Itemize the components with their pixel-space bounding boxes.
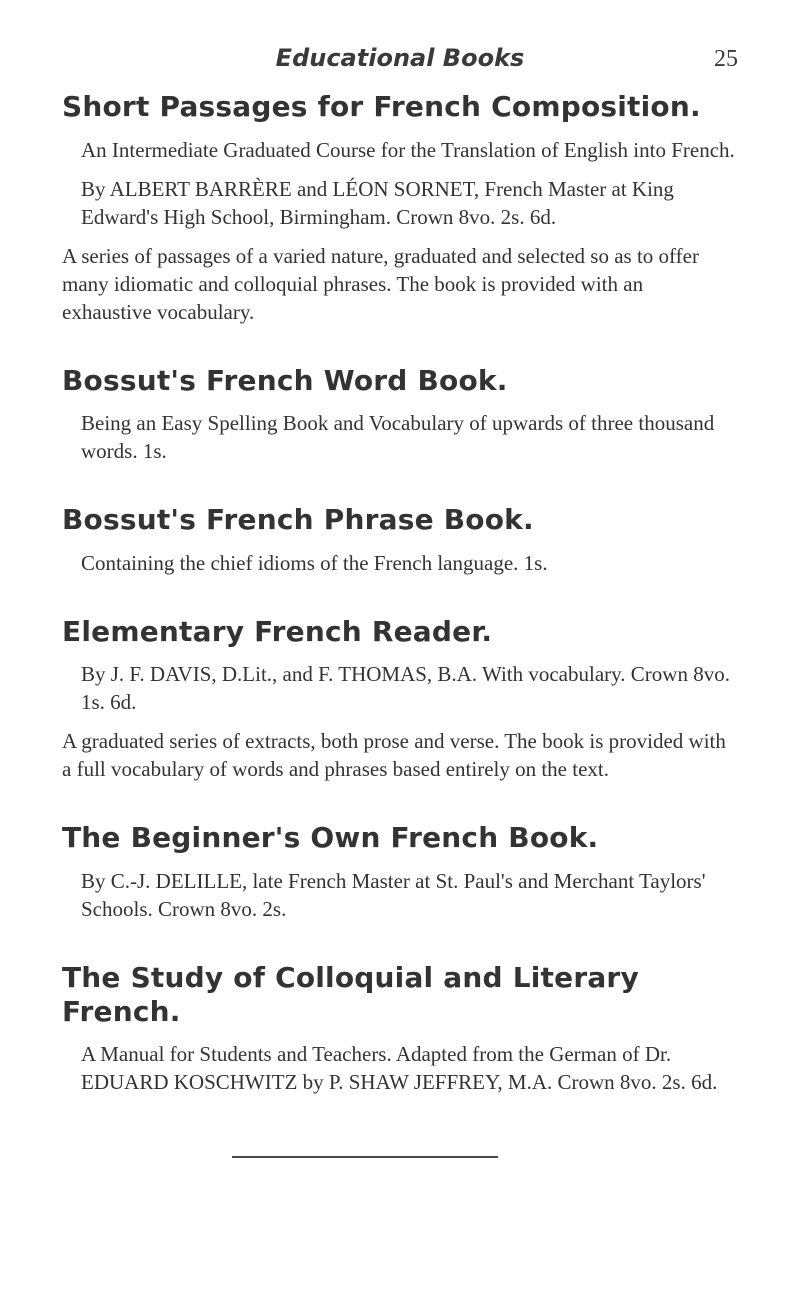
book-entry-beginners-own	[62, 821, 738, 923]
book-entry-phrase-book	[62, 503, 738, 577]
book-entry-elementary-reader	[62, 615, 738, 784]
book-description: A graduated series of extracts, both prose and verse. The book is provided with a full vocabulary of words and phrases based entirely on the text.	[62, 729, 726, 782]
book-author-details: By C.-J. DELILLE, late French Master at St. Paul's and Merchant Taylors' Schools. Crown 8vo. 2s.	[81, 868, 706, 921]
book-title: The Beginner's Own French Book.	[62, 821, 599, 855]
book-details: A Manual for Students and Teachers. Adapted from the German of Dr. EDUARD KOSCHWITZ by P. SHAW JEFFREY, M.A. Crown 8vo. 2s. 6d.	[81, 1042, 718, 1095]
book-entry-short-passages	[62, 90, 738, 326]
book-details: Containing the chief idioms of the French language. 1s.	[81, 550, 548, 575]
book-entry-colloquial-literary	[62, 961, 738, 1096]
book-title: Short Passages for French Composition.	[62, 90, 701, 123]
closing-rule	[232, 1156, 498, 1158]
book-details: Being an Easy Spelling Book and Vocabulary of upwards of three thousand words. 1s.	[81, 411, 715, 464]
book-title: Elementary French Reader.	[62, 614, 493, 648]
book-description: A series of passages of a varied nature, graduated and selected so as to offer many idiomatic and colloquial phrases. The book is provided with an exhaustive vocabulary.	[62, 243, 699, 324]
book-list-page	[62, 44, 738, 1134]
book-title: Bossut's French Word Book.	[62, 363, 508, 397]
book-author-details: By J. F. DAVIS, D.Lit., and F. THOMAS, B.A. With vocabulary. Crown 8vo. 1s. 6d.	[81, 662, 730, 715]
running-head	[62, 44, 738, 78]
book-subtitle: An Intermediate Graduated Course for the Translation of English into French.	[81, 137, 735, 162]
book-title: Bossut's French Phrase Book.	[62, 503, 534, 537]
running-title: Educational Books	[275, 44, 525, 72]
book-author-details: By ALBERT BARRÈRE and LÉON SORNET, French Master at King Edward's High School, Birmingham. Crown 8vo. 2s. 6d.	[81, 176, 674, 229]
book-entry-word-book	[62, 364, 738, 466]
page-number: 25	[714, 46, 738, 72]
book-title: The Study of Colloquial and Literary French.	[62, 960, 639, 1028]
